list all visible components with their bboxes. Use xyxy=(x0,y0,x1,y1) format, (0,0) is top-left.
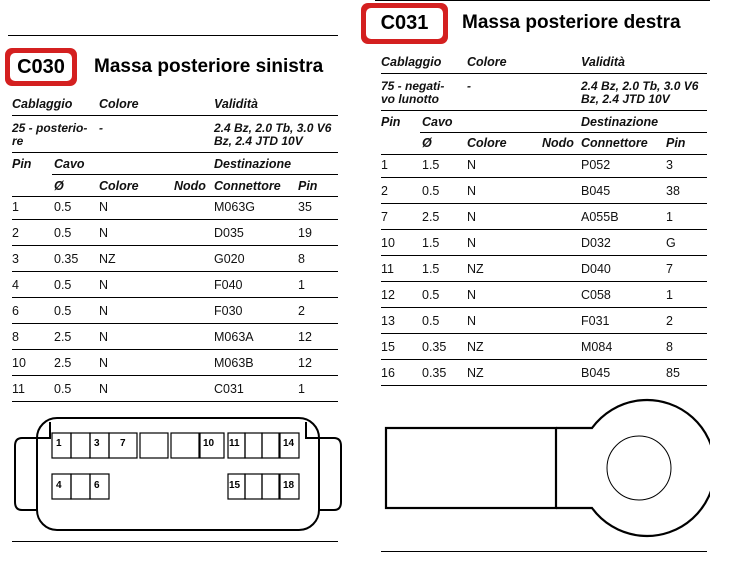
pin-label-1: 1 xyxy=(56,438,62,449)
row-diameter: 0.35 xyxy=(422,366,447,380)
row-color: N xyxy=(99,382,109,396)
connector-code: C031 xyxy=(366,8,443,39)
header-cablaggio: Cablaggio xyxy=(12,97,73,111)
row-connector: B045 xyxy=(581,366,611,380)
row-color: N xyxy=(467,314,477,328)
row-pin: 1 xyxy=(12,200,19,214)
rule xyxy=(12,271,338,272)
row-connector: P052 xyxy=(581,158,611,172)
rule xyxy=(381,385,707,386)
harness-code: 75 - negati- vo lunotto xyxy=(381,79,445,106)
rule xyxy=(52,174,338,175)
pin-label-7: 7 xyxy=(120,438,126,449)
header-validita: Validità xyxy=(581,55,625,69)
row-pin: 7 xyxy=(381,210,388,224)
row-pin: 8 xyxy=(12,330,19,344)
ring-terminal-crimp xyxy=(386,428,556,508)
row-diameter: 1.5 xyxy=(422,158,440,172)
top-rule xyxy=(375,0,710,1)
row-color: N xyxy=(467,184,477,198)
pin-slot-2 xyxy=(71,433,90,458)
row-pin: 1 xyxy=(381,158,388,172)
header-nodo: Nodo xyxy=(174,179,206,193)
header-nodo: Nodo xyxy=(542,136,574,150)
row-pin: 2 xyxy=(12,226,19,240)
pin-label-3: 3 xyxy=(94,438,100,449)
ring-terminal-diagram xyxy=(380,398,710,538)
row-connector: F040 xyxy=(214,278,243,292)
row-pin: 2 xyxy=(381,184,388,198)
header-diametro: Ø xyxy=(54,179,64,193)
row-color: NZ xyxy=(467,340,484,354)
header-pin: Pin xyxy=(12,157,32,171)
rule xyxy=(12,375,338,376)
rule xyxy=(12,219,338,220)
row-color: NZ xyxy=(467,262,484,276)
section-title: Massa posteriore destra xyxy=(462,12,681,33)
pin-label-6: 6 xyxy=(94,480,100,491)
row-color: N xyxy=(467,236,477,250)
pin-label-11: 11 xyxy=(229,438,240,449)
pin-slot-5 xyxy=(71,474,90,499)
harness-color: - xyxy=(467,79,471,93)
row-diameter: 1.5 xyxy=(422,236,440,250)
row-color: N xyxy=(99,200,109,214)
header-connettore: Connettore xyxy=(214,179,281,193)
row-connector-pin: 19 xyxy=(298,226,312,240)
row-diameter: 2.5 xyxy=(54,330,72,344)
rule xyxy=(381,154,707,155)
connector-code: C030 xyxy=(10,53,72,81)
pin-label-14: 14 xyxy=(283,438,295,449)
row-diameter: 1.5 xyxy=(422,262,440,276)
pin-slot-13 xyxy=(262,433,279,458)
row-connector-pin: 3 xyxy=(666,158,673,172)
row-pin: 13 xyxy=(381,314,395,328)
row-pin: 10 xyxy=(12,356,26,370)
row-connector: M063B xyxy=(214,356,254,370)
header-pin: Pin xyxy=(381,115,401,129)
harness-color: - xyxy=(99,121,103,135)
row-connector-pin: 85 xyxy=(666,366,680,380)
row-connector-pin: 12 xyxy=(298,330,312,344)
row-pin: 16 xyxy=(381,366,395,380)
row-connector: A055B xyxy=(581,210,619,224)
section-title: Massa posteriore sinistra xyxy=(94,56,324,77)
row-connector: D032 xyxy=(581,236,611,250)
rule xyxy=(12,196,338,197)
row-pin: 6 xyxy=(12,304,19,318)
rule xyxy=(381,333,707,334)
row-color: N xyxy=(99,330,109,344)
row-color: NZ xyxy=(467,366,484,380)
row-diameter: 0.5 xyxy=(422,314,440,328)
row-color: N xyxy=(467,210,477,224)
header-connettore: Connettore xyxy=(581,136,648,150)
header-colore-cavo: Colore xyxy=(467,136,507,150)
rule xyxy=(12,152,338,153)
pin-label-15: 15 xyxy=(229,480,241,491)
row-connector-pin: 8 xyxy=(666,340,673,354)
header-diametro: Ø xyxy=(422,136,432,150)
row-connector: D035 xyxy=(214,226,244,240)
row-diameter: 0.5 xyxy=(54,278,72,292)
harness-validity: 2.4 Bz, 2.0 Tb, 3.0 V6 Bz, 2.4 JTD 10V xyxy=(214,121,332,148)
connector-code-badge xyxy=(5,48,77,86)
row-diameter: 0.35 xyxy=(422,340,447,354)
row-connector-pin: 1 xyxy=(666,288,673,302)
header-cavo: Cavo xyxy=(54,157,85,171)
row-connector-pin: 1 xyxy=(298,278,305,292)
row-diameter: 0.5 xyxy=(422,184,440,198)
row-connector-pin: 12 xyxy=(298,356,312,370)
rule xyxy=(381,229,707,230)
row-connector: B045 xyxy=(581,184,611,198)
row-connector-pin: G xyxy=(666,236,676,250)
row-connector: M063G xyxy=(214,200,255,214)
row-pin: 15 xyxy=(381,340,395,354)
row-diameter: 0.5 xyxy=(54,226,72,240)
pin-slot-17 xyxy=(262,474,279,499)
row-color: N xyxy=(467,158,477,172)
harness-code: 25 - posterio- re xyxy=(12,121,88,148)
row-diameter: 0.5 xyxy=(422,288,440,302)
rule xyxy=(381,359,707,360)
rule xyxy=(381,177,707,178)
rule xyxy=(381,255,707,256)
header-cavo: Cavo xyxy=(422,115,453,129)
header-destinazione: Destinazione xyxy=(581,115,659,129)
rule xyxy=(12,323,338,324)
row-connector: C031 xyxy=(214,382,244,396)
row-color: N xyxy=(99,356,109,370)
ring-terminal-hole xyxy=(607,436,671,500)
row-color: N xyxy=(99,278,109,292)
rule xyxy=(381,281,707,282)
row-connector-pin: 1 xyxy=(298,382,305,396)
row-connector: G020 xyxy=(214,252,245,266)
rule xyxy=(381,73,707,74)
connector-diagram xyxy=(0,410,345,545)
header-destinazione: Destinazione xyxy=(214,157,292,171)
bottom-rule xyxy=(381,551,707,552)
row-connector-pin: 7 xyxy=(666,262,673,276)
row-connector-pin: 35 xyxy=(298,200,312,214)
row-pin: 4 xyxy=(12,278,19,292)
row-connector: M063A xyxy=(214,330,254,344)
pin-slot-9 xyxy=(171,433,199,458)
row-pin: 11 xyxy=(381,262,394,276)
row-color: N xyxy=(467,288,477,302)
rule xyxy=(12,401,338,402)
top-rule xyxy=(8,35,338,36)
pin-label-18: 18 xyxy=(283,480,295,491)
header-pin-dest: Pin xyxy=(666,136,686,150)
header-colore: Colore xyxy=(99,97,139,111)
header-colore-cavo: Colore xyxy=(99,179,139,193)
pin-label-4: 4 xyxy=(56,480,62,491)
row-pin: 11 xyxy=(12,382,25,396)
bottom-rule xyxy=(12,541,338,542)
row-connector: D040 xyxy=(581,262,611,276)
row-color: NZ xyxy=(99,252,116,266)
row-pin: 3 xyxy=(12,252,19,266)
rule xyxy=(381,203,707,204)
row-connector: C058 xyxy=(581,288,611,302)
row-connector-pin: 38 xyxy=(666,184,680,198)
header-validita: Validità xyxy=(214,97,258,111)
row-connector-pin: 1 xyxy=(666,210,673,224)
row-color: N xyxy=(99,304,109,318)
header-colore: Colore xyxy=(467,55,507,69)
row-diameter: 0.5 xyxy=(54,382,72,396)
row-diameter: 0.35 xyxy=(54,252,79,266)
row-color: N xyxy=(99,226,109,240)
rule xyxy=(12,297,338,298)
row-connector: M084 xyxy=(581,340,613,354)
rule xyxy=(381,110,707,111)
header-cablaggio: Cablaggio xyxy=(381,55,442,69)
row-connector: F030 xyxy=(214,304,243,318)
row-pin: 12 xyxy=(381,288,395,302)
rule xyxy=(12,245,338,246)
row-connector-pin: 8 xyxy=(298,252,305,266)
harness-validity: 2.4 Bz, 2.0 Tb, 3.0 V6 Bz, 2.4 JTD 10V xyxy=(581,79,699,106)
pin-slot-8 xyxy=(140,433,168,458)
header-pin-dest: Pin xyxy=(298,179,318,193)
pin-label-10: 10 xyxy=(203,438,215,449)
row-diameter: 0.5 xyxy=(54,200,72,214)
row-diameter: 2.5 xyxy=(422,210,440,224)
row-diameter: 2.5 xyxy=(54,356,72,370)
pin-slot-12 xyxy=(245,433,262,458)
pin-slot-16 xyxy=(245,474,262,499)
connector-code-badge xyxy=(361,3,448,44)
rule xyxy=(420,132,707,133)
row-pin: 10 xyxy=(381,236,395,250)
rule xyxy=(12,349,338,350)
row-connector-pin: 2 xyxy=(298,304,305,318)
row-connector-pin: 2 xyxy=(666,314,673,328)
ring-terminal-eye xyxy=(556,400,710,536)
rule xyxy=(381,307,707,308)
row-diameter: 0.5 xyxy=(54,304,72,318)
row-connector: F031 xyxy=(581,314,610,328)
rule xyxy=(12,115,338,116)
